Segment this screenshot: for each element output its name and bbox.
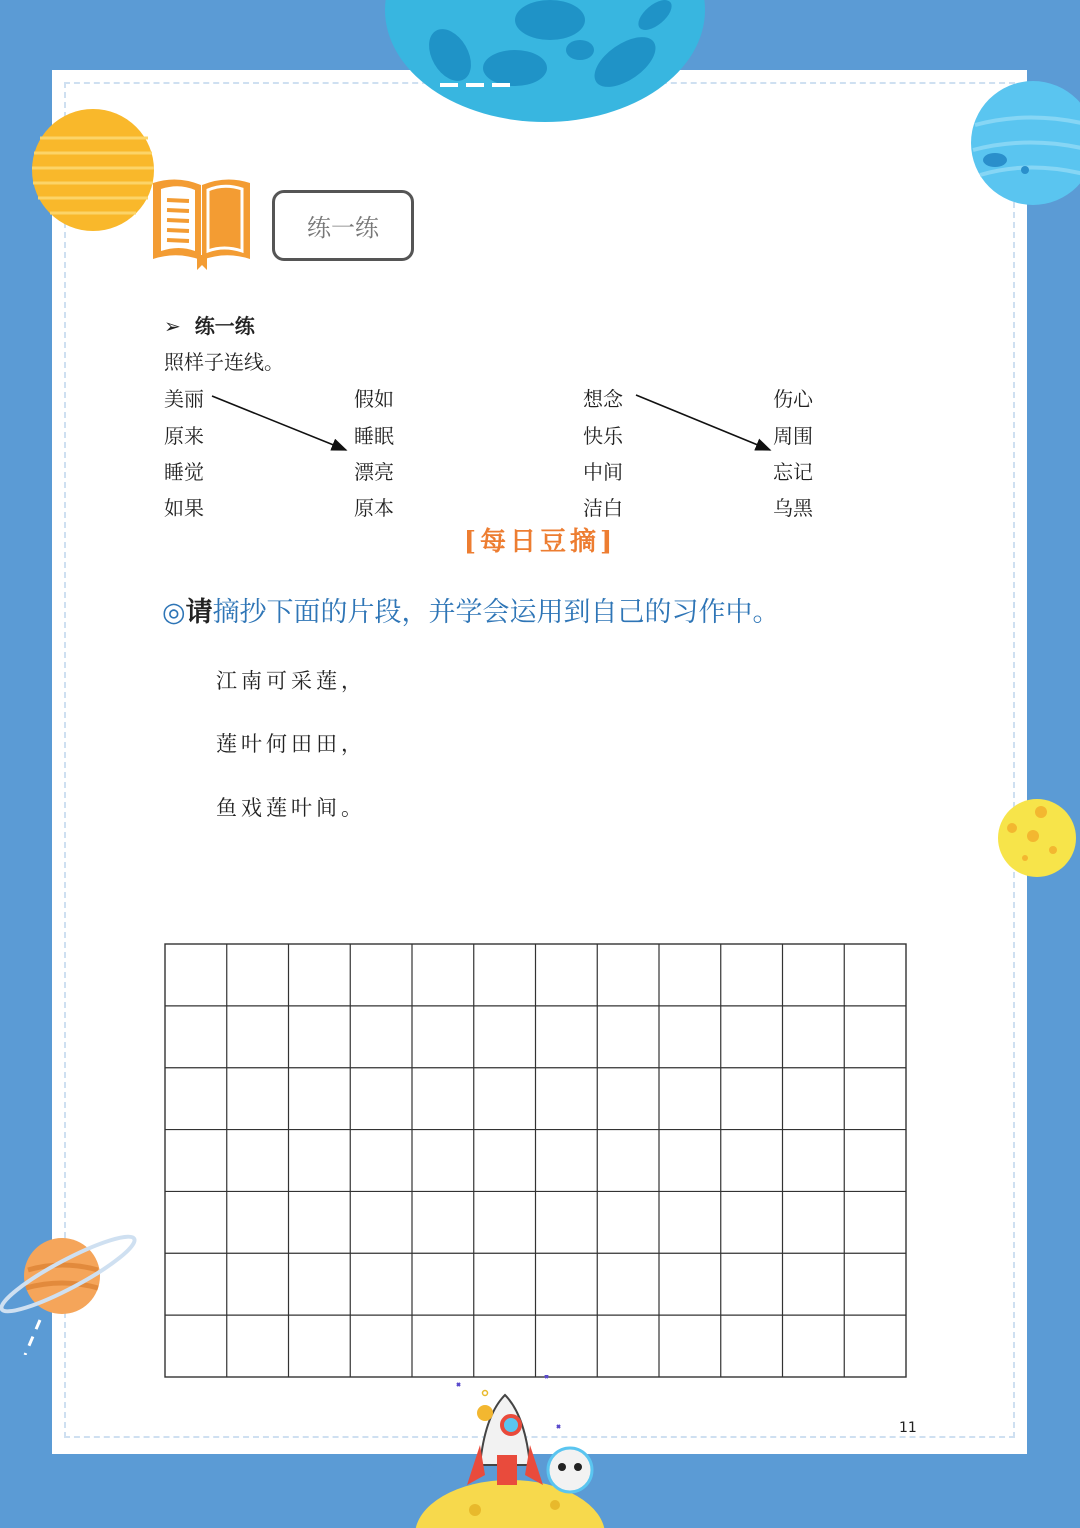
word-right-b-1: 伤心 [773,387,813,411]
word-left-a-4: 如果 [164,496,204,520]
exercise-heading-text: 练一练 [194,314,255,338]
word-right-a-4: 洁白 [583,496,623,520]
word-right-a-3: 中间 [583,460,623,484]
poem-line-2: 莲叶何田田， [216,732,366,756]
circle-bullet-icon: ◎ [162,597,186,628]
rocket-icon [405,1375,615,1528]
word-right-b-3: 忘记 [773,460,813,484]
word-left-a-1: 美丽 [164,387,204,411]
word-right-a-2: 快乐 [583,424,623,448]
word-left-b-2: 睡眠 [354,424,394,448]
word-left-b-4: 原本 [354,496,394,520]
word-left-a-2: 原来 [164,424,204,448]
writing-grid[interactable] [164,943,907,1378]
example-arrow-right [636,395,770,450]
example-arrows [0,0,1080,560]
task-instruction [162,590,780,629]
poem-line-3: 鱼戏莲叶间。 [216,796,366,820]
section-label: 练一练 [272,190,414,261]
arrow-bullet-icon: ➢ [164,314,181,338]
poem-line-1: 江南可采莲， [216,669,366,693]
word-left-b-1: 假如 [354,387,394,411]
word-right-a-1: 想念 [583,387,623,411]
page-number: 11 [899,1420,917,1436]
example-arrow-left [212,396,346,450]
yellow-moon-icon [995,798,1080,878]
exercise-instruction: 照样子连线。 [164,350,284,374]
word-right-b-4: 乌黑 [773,496,813,520]
word-right-b-2: 周围 [773,424,813,448]
word-left-b-3: 漂亮 [354,460,394,484]
ringed-planet-icon [0,1230,140,1355]
word-left-a-3: 睡觉 [164,460,204,484]
daily-title: [每日豆摘] [463,527,617,557]
task-text: 摘抄下面的片段，并学会运用到自己的习作中。 [212,597,780,628]
panda-astronaut-icon [548,1448,592,1492]
task-bold-word: 请 [185,597,213,628]
